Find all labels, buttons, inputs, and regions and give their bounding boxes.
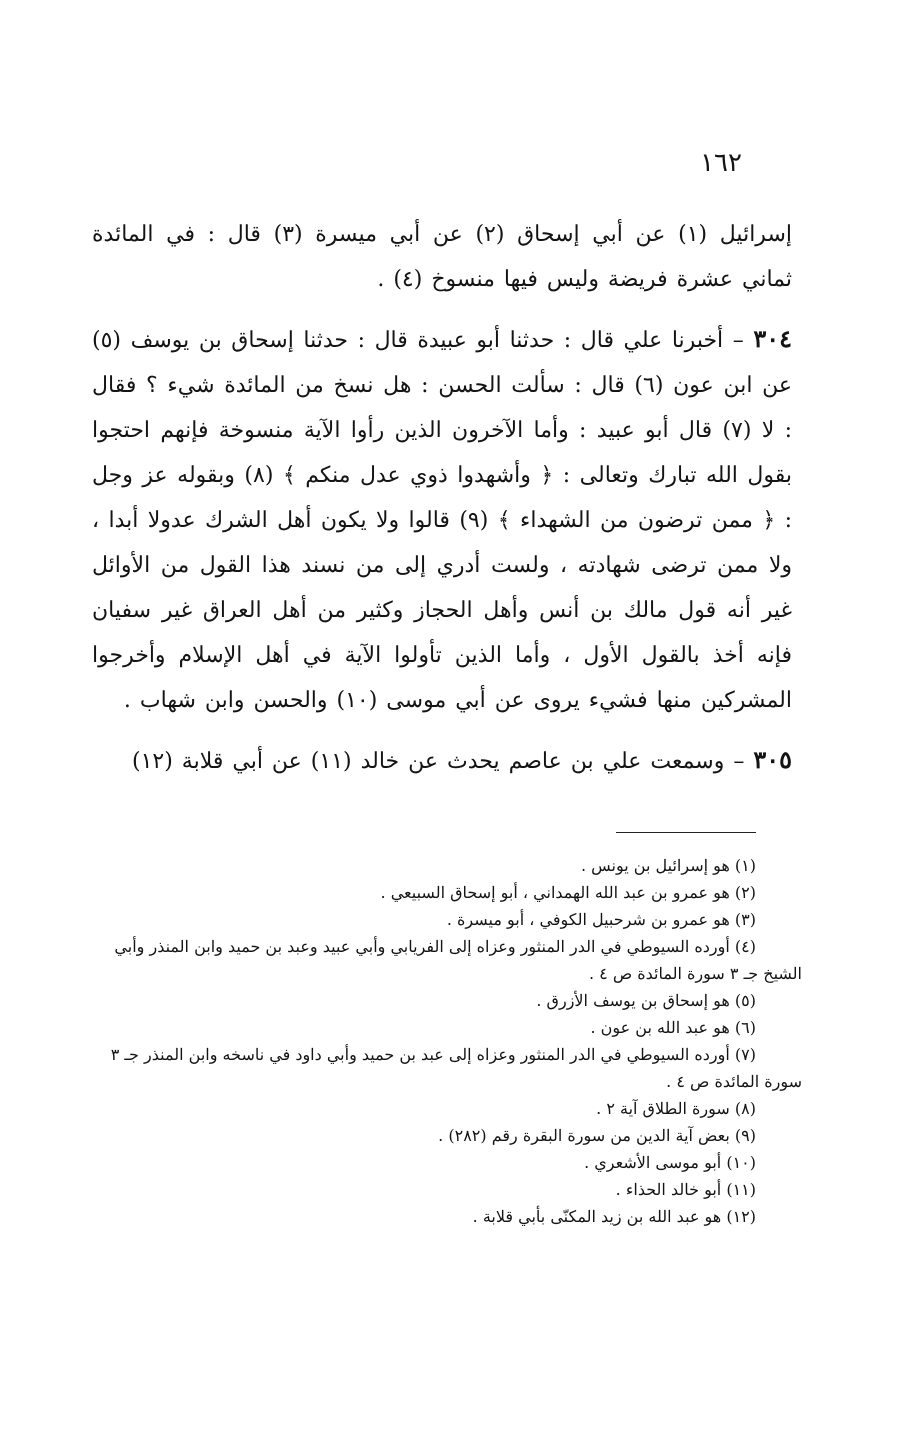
footnote: (٣) هو عمرو بن شرحبيل الكوفي ، أبو ميسرة . [446,910,756,929]
footnote: (١١) أبو خالد الحذاء . [615,1180,756,1199]
page-number: ١٦٢ [700,148,742,178]
paragraph-text: – أخبرنا علي قال : حدثنا أبو عبيدة قال : حدثنا إسحاق بن يوسف (٥) عن ابن عون (٦) قال : سألت الحسن : هل نسخ من المائدة شيء ؟ فقال : لا (٧) قال أبو عبيد : وأما الآخرون الذين رأوا الآية منسوخة فإنهم احتجوا بقول الله تبارك وتعالى : ﴿ وأشهدوا ذوي عدل منكم ﴾ (٨) وبقوله عز وجل : ﴿ ممن ترضون من الشهداء ﴾ (٩) قالوا ولا يكون أهل الشرك عدولا أبدا ، ولا ممن ترضى شهادته ، ولست أدري إلى من نسند هذا القول من الأوائل غير أنه قول مالك بن أنس وأهل الحجاز وكثير من أهل العراق غير سفيان فإنه أخذ بالقول الأول ، وأما الذين تأولوا الآية في أهل الإسلام وأخرجوا المشركين منها فشيء يروى عن أبي موسى (١٠) والحسن وابن شهاب . [92,328,793,713]
paragraph-number: ٣٠٤ [753,324,792,353]
paragraph-text: إسرائيل (١) عن أبي إسحاق (٢) عن أبي ميسرة (٣) قال : في المائدة ثماني عشرة فريضة وليس فيها منسوخ (٤) . [92,222,792,292]
footnote: (١٢) هو عبد الله بن زيد المكنّى بأبي قلابة . [472,1207,756,1226]
footnote-divider [616,832,756,833]
paragraph [92,737,792,784]
footnote: (١) هو إسرائيل بن يونس . [580,856,756,875]
footnote-continuation: الشيخ جـ ٣ سورة المائدة ص ٤ . [588,964,802,983]
footnote: (١٠) أبو موسى الأشعري . [584,1153,756,1172]
footnote: (٩) بعض آية الدين من سورة البقرة رقم (٢٨٢) . [438,1126,756,1145]
footnote: (٨) سورة الطلاق آية ٢ . [596,1099,756,1118]
body-text [92,210,792,784]
footnotes [84,852,802,1230]
paragraph [92,210,792,302]
footnote: (٢) هو عمرو بن عبد الله الهمداني ، أبو إسحاق السبيعي . [380,883,756,902]
paragraph-text: – وسمعت علي بن عاصم يحدث عن خالد (١١) عن أبي قلابة (١٢) [132,749,754,774]
footnote: (٦) هو عبد الله بن عون . [590,1018,756,1037]
footnote: (٤) أورده السيوطي في الدر المنثور وعزاه إلى الفريابي وأبي عبيد وعبد بن حميد وابن المنذر وأبي [114,937,756,956]
paragraph [92,316,792,723]
paragraph-number: ٣٠٥ [753,745,792,774]
footnote: (٥) هو إسحاق بن يوسف الأزرق . [536,991,756,1010]
footnote: (٧) أورده السيوطي في الدر المنثور وعزاه إلى عبد بن حميد وأبي داود في ناسخه وابن المنذر جـ ٣ [110,1045,756,1064]
footnote-continuation: سورة المائدة ص ٤ . [666,1072,802,1091]
